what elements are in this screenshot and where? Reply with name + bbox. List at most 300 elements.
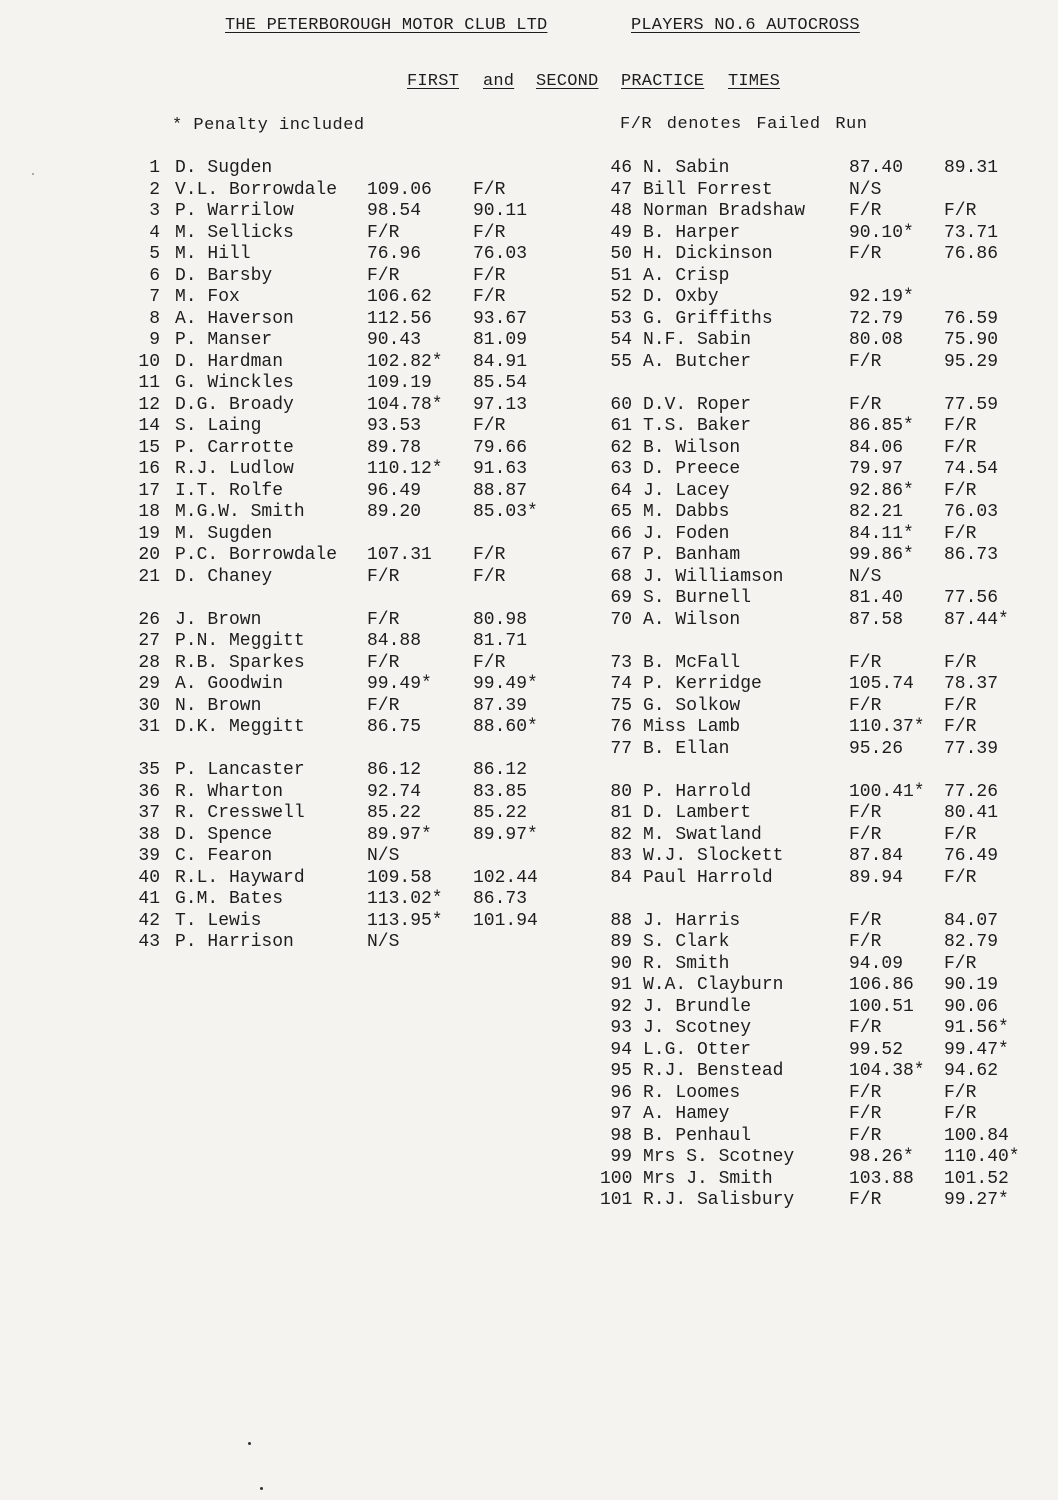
driver-name: D. Oxby: [643, 287, 719, 307]
subtitle-and: and: [483, 72, 515, 91]
driver-name: B. Wilson: [643, 437, 741, 458]
first-practice-time: 99.86*: [849, 545, 914, 565]
second-practice-time: 80.98: [473, 609, 528, 630]
second-practice-time: 86.12: [473, 760, 528, 780]
first-practice-time: 89.20: [367, 502, 422, 522]
driver-name: A. Haverson: [175, 308, 294, 329]
second-practice-time: 99.27*: [944, 1190, 1009, 1210]
driver-name: P.C. Borrowdale: [175, 545, 338, 565]
car-number: 50: [610, 244, 632, 264]
table-row: [130, 868, 570, 890]
car-number: 5: [149, 244, 160, 264]
car-number: 89: [610, 932, 632, 952]
car-number: 14: [138, 416, 160, 436]
first-practice-time: 105.74: [849, 674, 914, 694]
car-number: 49: [610, 222, 632, 243]
table-row: [600, 524, 1040, 546]
first-practice-time: 76.96: [367, 244, 422, 264]
first-practice-time: 92.86*: [849, 480, 914, 501]
car-number: 83: [610, 846, 632, 866]
car-number: 68: [610, 566, 632, 587]
car-number: 91: [610, 975, 632, 995]
car-number: 20: [138, 545, 160, 565]
car-number: 10: [138, 351, 160, 372]
first-practice-time: F/R: [849, 910, 882, 931]
second-practice-time: 76.49: [944, 846, 999, 866]
car-number: 81: [610, 803, 632, 823]
first-practice-time: F/R: [849, 695, 882, 716]
driver-name: B. Harper: [643, 222, 741, 243]
driver-name: J. Brundle: [643, 996, 752, 1017]
table-row: [600, 481, 1040, 503]
car-number: 60: [610, 394, 632, 415]
driver-name: R.B. Sparkes: [175, 652, 305, 673]
table-row: [130, 180, 570, 202]
car-number: 48: [610, 201, 632, 221]
driver-name: Norman Bradshaw: [643, 201, 806, 221]
driver-name: M. Fox: [175, 287, 240, 307]
driver-name: S. Laing: [175, 416, 262, 436]
car-number: 66: [610, 523, 632, 544]
first-practice-time: 86.75: [367, 717, 422, 737]
driver-name: P. Kerridge: [643, 674, 762, 694]
car-number: 26: [138, 609, 160, 630]
car-number: 90: [610, 953, 632, 974]
second-practice-time: 101.52: [944, 1168, 1009, 1189]
first-practice-time: 96.49: [367, 480, 422, 501]
table-row: [600, 868, 1040, 890]
first-practice-time: F/R: [849, 244, 882, 264]
driver-name: P. Harrison: [175, 932, 294, 952]
car-number: 30: [138, 695, 160, 716]
driver-name: P. Lancaster: [175, 760, 305, 780]
driver-name: J. Lacey: [643, 480, 730, 501]
second-practice-time: F/R: [944, 523, 977, 544]
car-number: 96: [610, 1082, 632, 1103]
second-practice-time: 85.22: [473, 803, 528, 823]
first-practice-time: N/S: [849, 179, 882, 200]
second-practice-time: 84.07: [944, 910, 999, 931]
driver-name: A. Goodwin: [175, 674, 284, 694]
second-practice-time: 86.73: [473, 889, 528, 909]
first-practice-time: 98.54: [367, 201, 422, 221]
car-number: 97: [610, 1104, 632, 1124]
second-practice-time: F/R: [473, 222, 506, 243]
paper-speck: [260, 1487, 263, 1490]
first-practice-time: 106.62: [367, 287, 432, 307]
car-number: 61: [610, 416, 632, 436]
table-row: [130, 674, 570, 696]
table-row: [130, 782, 570, 804]
driver-name: P. Manser: [175, 330, 273, 350]
driver-name: G.M. Bates: [175, 889, 284, 909]
table-row: [600, 1040, 1040, 1062]
driver-name: M. Swatland: [643, 824, 762, 845]
table-row: [130, 696, 570, 718]
first-practice-time: 109.06: [367, 179, 432, 200]
table-row: [600, 201, 1040, 223]
first-practice-time: 94.09: [849, 953, 904, 974]
table-row: [600, 545, 1040, 567]
driver-name: R. Wharton: [175, 781, 284, 802]
table-row: [130, 158, 570, 180]
car-number: 46: [610, 158, 632, 178]
table-row: [600, 352, 1040, 374]
second-practice-time: 76.03: [944, 502, 999, 522]
car-number: 39: [138, 846, 160, 866]
driver-name: R. Smith: [643, 953, 730, 974]
second-practice-time: 99.49*: [473, 674, 538, 694]
second-practice-time: 101.94: [473, 910, 538, 931]
driver-name: A. Butcher: [643, 351, 752, 372]
driver-name: B. Penhaul: [643, 1125, 752, 1146]
table-row: [600, 309, 1040, 331]
table-row: [130, 825, 570, 847]
first-practice-time: 80.08: [849, 330, 904, 350]
first-practice-time: 81.40: [849, 588, 904, 608]
table-row: [600, 244, 1040, 266]
first-practice-time: F/R: [367, 265, 400, 286]
first-practice-time: F/R: [849, 1190, 882, 1210]
first-practice-time: F/R: [849, 351, 882, 372]
driver-name: D.K. Meggitt: [175, 717, 305, 737]
car-number: 53: [610, 308, 632, 329]
driver-name: L.G. Otter: [643, 1039, 752, 1060]
table-row: [600, 997, 1040, 1019]
table-row: [600, 1061, 1040, 1083]
table-row: [600, 567, 1040, 589]
table-row: [600, 1083, 1040, 1105]
table-row: [130, 481, 570, 503]
driver-name: B. Ellan: [643, 738, 730, 759]
second-practice-time: F/R: [944, 867, 977, 888]
table-row: [130, 760, 570, 782]
first-practice-time: F/R: [849, 932, 882, 952]
table-row: [130, 266, 570, 288]
driver-name: J. Harris: [643, 910, 741, 931]
first-practice-time: 79.97: [849, 459, 904, 479]
second-practice-time: 90.19: [944, 975, 999, 995]
first-practice-time: F/R: [367, 652, 400, 673]
table-row: [600, 459, 1040, 481]
first-practice-time: 89.78: [367, 437, 422, 458]
car-number: 19: [138, 523, 160, 544]
second-practice-time: 76.03: [473, 244, 528, 264]
first-practice-time: 98.26*: [849, 1147, 914, 1167]
table-row: [130, 438, 570, 460]
driver-name: M. Sugden: [175, 523, 273, 544]
driver-name: D. Spence: [175, 824, 273, 845]
car-number: 99: [610, 1147, 632, 1167]
driver-name: P. Warrilow: [175, 201, 294, 221]
table-row: [600, 1169, 1040, 1191]
car-number: 27: [138, 631, 160, 651]
driver-name: A. Crisp: [643, 265, 730, 286]
first-practice-time: 113.95*: [367, 910, 443, 931]
car-number: 84: [610, 867, 632, 888]
penalty-note: * Penalty included: [172, 116, 365, 135]
driver-name: Mrs S. Scotney: [643, 1147, 795, 1167]
first-practice-time: 86.12: [367, 760, 422, 780]
first-practice-time: 87.84: [849, 846, 904, 866]
second-practice-time: F/R: [944, 480, 977, 501]
table-row: [600, 395, 1040, 417]
car-number: 7: [149, 287, 160, 307]
car-number: 38: [138, 824, 160, 845]
second-practice-time: 100.84: [944, 1125, 1009, 1146]
car-number: 63: [610, 459, 632, 479]
table-row: [130, 330, 570, 352]
car-number: 70: [610, 609, 632, 630]
table-row: [130, 610, 570, 632]
driver-name: P. Carrotte: [175, 437, 294, 458]
car-number: 93: [610, 1018, 632, 1038]
driver-name: A. Hamey: [643, 1104, 730, 1124]
car-number: 98: [610, 1125, 632, 1146]
car-number: 74: [610, 674, 632, 694]
table-row: [130, 524, 570, 546]
driver-name: G. Solkow: [643, 695, 741, 716]
car-number: 6: [149, 265, 160, 286]
first-practice-time: F/R: [849, 394, 882, 415]
driver-name: R. Cresswell: [175, 803, 305, 823]
driver-name: Paul Harrold: [643, 867, 773, 888]
car-number: 80: [610, 781, 632, 802]
table-row: [130, 416, 570, 438]
first-practice-time: 103.88: [849, 1168, 914, 1189]
car-number: 1: [149, 158, 160, 178]
first-practice-time: 92.74: [367, 781, 422, 802]
second-practice-time: F/R: [944, 1082, 977, 1103]
first-practice-time: 99.49*: [367, 674, 432, 694]
second-practice-time: 102.44: [473, 867, 538, 888]
car-number: 16: [138, 459, 160, 479]
second-practice-time: 91.56*: [944, 1018, 1009, 1038]
car-number: 51: [610, 265, 632, 286]
second-practice-time: 94.62: [944, 1061, 999, 1081]
second-practice-time: 95.29: [944, 351, 999, 372]
subtitle-times: TIMES: [728, 72, 781, 91]
driver-name: Bill Forrest: [643, 179, 773, 200]
driver-name: P. Banham: [643, 545, 741, 565]
second-practice-time: 77.39: [944, 738, 999, 759]
second-practice-time: F/R: [944, 953, 977, 974]
failed-run-note: F/R denotes Failed Run: [620, 115, 868, 134]
second-practice-time: 110.40*: [944, 1147, 1020, 1167]
driver-name: J. Scotney: [643, 1018, 752, 1038]
driver-name: D. Lambert: [643, 803, 752, 823]
table-row: [600, 825, 1040, 847]
driver-name: G. Griffiths: [643, 308, 773, 329]
first-practice-time: F/R: [849, 652, 882, 673]
second-practice-time: 81.09: [473, 330, 528, 350]
first-practice-time: 109.58: [367, 867, 432, 888]
driver-name: P.N. Meggitt: [175, 631, 305, 651]
car-number: 18: [138, 502, 160, 522]
second-practice-time: 79.66: [473, 437, 528, 458]
driver-name: N.F. Sabin: [643, 330, 752, 350]
second-practice-time: 77.26: [944, 781, 999, 802]
car-number: 42: [138, 910, 160, 931]
table-row: [130, 653, 570, 675]
second-practice-time: 74.54: [944, 459, 999, 479]
second-practice-time: 88.87: [473, 480, 528, 501]
second-practice-time: F/R: [473, 265, 506, 286]
first-practice-time: 90.10*: [849, 222, 914, 243]
second-practice-time: 90.11: [473, 201, 528, 221]
car-number: 94: [610, 1039, 632, 1060]
car-number: 69: [610, 588, 632, 608]
first-practice-time: 89.94: [849, 867, 904, 888]
driver-name: G. Winckles: [175, 373, 294, 393]
paper-speck: [32, 173, 34, 175]
driver-name: I.T. Rolfe: [175, 480, 284, 501]
subtitle-practice: PRACTICE: [621, 72, 705, 91]
car-number: 76: [610, 717, 632, 737]
second-practice-time: 81.71: [473, 631, 528, 651]
first-practice-time: F/R: [849, 1125, 882, 1146]
table-row: [130, 631, 570, 653]
second-practice-time: 87.39: [473, 695, 528, 716]
first-practice-time: F/R: [367, 222, 400, 243]
table-row: [600, 803, 1040, 825]
first-practice-time: F/R: [849, 1018, 882, 1038]
first-practice-time: 109.19: [367, 373, 432, 393]
first-practice-time: 112.56: [367, 308, 432, 329]
driver-name: B. McFall: [643, 652, 741, 673]
car-number: 29: [138, 674, 160, 694]
first-practice-time: 82.21: [849, 502, 904, 522]
car-number: 9: [149, 330, 160, 350]
table-row: [600, 1126, 1040, 1148]
car-number: 101: [600, 1190, 633, 1210]
first-practice-time: 102.82*: [367, 351, 443, 372]
car-number: 73: [610, 652, 632, 673]
car-number: 31: [138, 717, 160, 737]
driver-name: R. Loomes: [643, 1082, 741, 1103]
second-practice-time: 88.60*: [473, 717, 538, 737]
second-practice-time: 76.59: [944, 308, 999, 329]
first-practice-time: N/S: [367, 932, 400, 952]
driver-name: H. Dickinson: [643, 244, 773, 264]
table-row: [130, 545, 570, 567]
car-number: 28: [138, 652, 160, 673]
driver-name: R.J. Benstead: [643, 1061, 784, 1081]
table-row: [600, 954, 1040, 976]
car-number: 2: [149, 179, 160, 200]
first-practice-time: 84.11*: [849, 523, 914, 544]
second-practice-time: F/R: [473, 566, 506, 587]
first-practice-time: 90.43: [367, 330, 422, 350]
car-number: 21: [138, 566, 160, 587]
driver-name: J. Williamson: [643, 566, 784, 587]
second-practice-time: F/R: [473, 652, 506, 673]
table-row: [600, 911, 1040, 933]
table-row: [130, 932, 570, 954]
table-row: [130, 373, 570, 395]
second-practice-time: 90.06: [944, 996, 999, 1017]
table-row: [130, 287, 570, 309]
first-practice-time: 104.38*: [849, 1061, 925, 1081]
car-number: 55: [610, 351, 632, 372]
club-title: THE PETERBOROUGH MOTOR CLUB LTD: [225, 16, 548, 35]
second-practice-time: F/R: [473, 179, 506, 200]
car-number: 35: [138, 760, 160, 780]
driver-name: D.G. Broady: [175, 394, 294, 415]
car-number: 95: [610, 1061, 632, 1081]
second-practice-time: 86.73: [944, 545, 999, 565]
driver-name: D. Barsby: [175, 265, 273, 286]
driver-name: Miss Lamb: [643, 717, 741, 737]
driver-name: M.G.W. Smith: [175, 502, 305, 522]
car-number: 82: [610, 824, 632, 845]
driver-name: J. Foden: [643, 523, 730, 544]
table-row: [600, 782, 1040, 804]
table-row: [130, 201, 570, 223]
first-practice-time: 84.88: [367, 631, 422, 651]
car-number: 47: [610, 179, 632, 200]
first-practice-time: F/R: [367, 609, 400, 630]
table-row: [600, 158, 1040, 180]
driver-name: R.L. Hayward: [175, 867, 305, 888]
first-practice-time: 86.85*: [849, 416, 914, 436]
first-practice-time: 89.97*: [367, 824, 432, 845]
table-row: [600, 502, 1040, 524]
first-practice-time: F/R: [367, 566, 400, 587]
first-practice-time: 100.51: [849, 996, 914, 1017]
second-practice-time: F/R: [944, 416, 977, 436]
first-practice-time: 106.86: [849, 975, 914, 995]
first-practice-time: F/R: [849, 201, 882, 221]
second-practice-time: 85.03*: [473, 502, 538, 522]
first-practice-time: 87.40: [849, 158, 904, 178]
first-practice-time: 92.19*: [849, 287, 914, 307]
first-practice-time: 104.78*: [367, 394, 443, 415]
car-number: 40: [138, 867, 160, 888]
table-row: [600, 287, 1040, 309]
second-practice-time: 87.44*: [944, 609, 1009, 630]
driver-name: D.V. Roper: [643, 394, 752, 415]
car-number: 64: [610, 480, 632, 501]
second-practice-time: F/R: [473, 545, 506, 565]
table-row: [600, 975, 1040, 997]
driver-name: D. Preece: [643, 459, 741, 479]
table-row: [600, 1018, 1040, 1040]
table-row: [600, 180, 1040, 202]
second-practice-time: 85.54: [473, 373, 528, 393]
table-row: [600, 416, 1040, 438]
table-row: [130, 846, 570, 868]
first-practice-time: 99.52: [849, 1039, 904, 1060]
car-number: 65: [610, 502, 632, 522]
first-practice-time: 110.37*: [849, 717, 925, 737]
second-practice-time: F/R: [944, 437, 977, 458]
car-number: 75: [610, 695, 632, 716]
second-practice-time: F/R: [944, 201, 977, 221]
first-practice-time: 110.12*: [367, 459, 443, 479]
table-row: [130, 352, 570, 374]
table-row: [600, 717, 1040, 739]
car-number: 41: [138, 889, 160, 909]
subtitle-second: SECOND: [536, 72, 599, 91]
second-practice-time: 84.91: [473, 351, 528, 372]
table-row: [600, 932, 1040, 954]
first-practice-time: 87.58: [849, 609, 904, 630]
table-row: [600, 653, 1040, 675]
driver-name: J. Brown: [175, 609, 262, 630]
driver-name: W.J. Slockett: [643, 846, 784, 866]
paper-speck: [248, 1442, 251, 1445]
